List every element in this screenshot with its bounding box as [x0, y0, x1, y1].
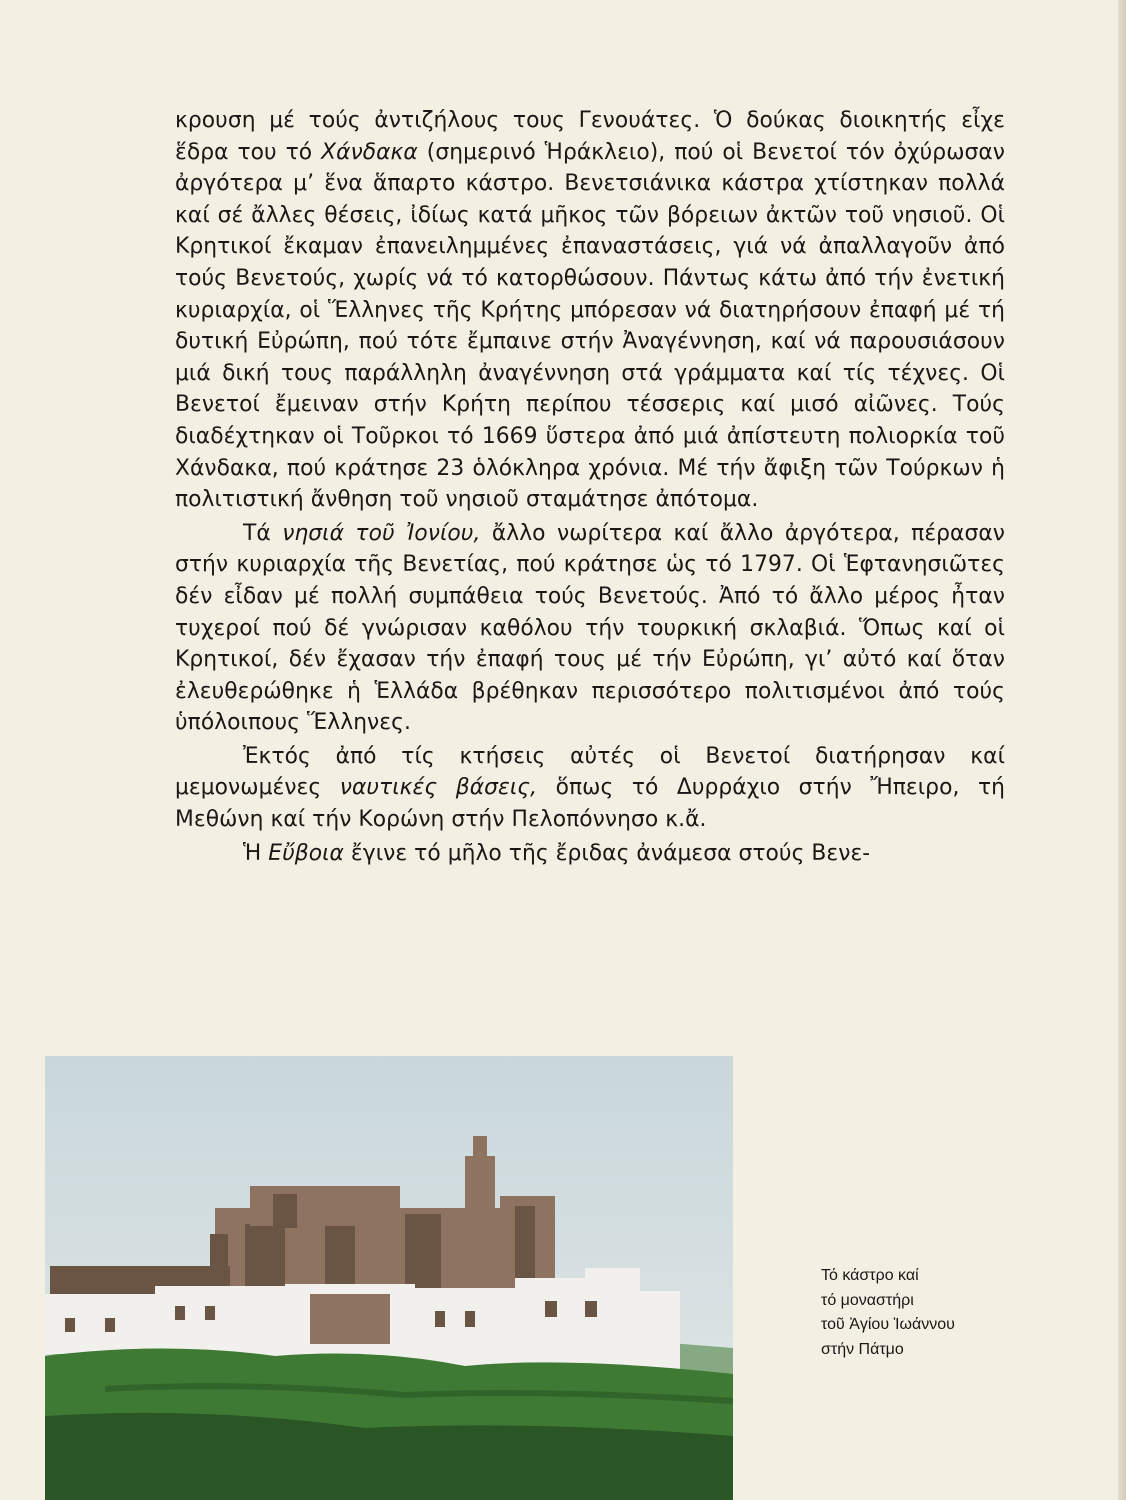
- italic-segment: ναυτικές βάσεις,: [339, 775, 538, 801]
- italic-segment: Χάνδακα: [321, 139, 418, 165]
- text-segment: Ἐκτός ἀπό τίς κτήσεις αὐτές οἱ Βενετοί διατήρησαν καί μεμονωμένες: [175, 743, 1005, 801]
- caption-line: στήν Πάτμο: [821, 1340, 904, 1358]
- photo-caption: [821, 1264, 1061, 1362]
- paragraph-euboea: [175, 838, 1005, 870]
- text-segment: ἄλλο νωρίτερα καί ἄλλο ἀργότερα, πέρασαν στήν κυριαρχία τῆς Βενετίας, πού κράτησε ὡς τό 1797. Οἱ Ἑφτανησιῶτες δέν εἶδαν μέ πολλή συμπάθεια τούς Βενετούς. Ἀπό τό ἄλλο μέρος ἦταν τυχεροί πού δέ γνώρισαν καθόλου τήν τουρκική σκλαβιά. Ὅπως καί οἱ Κρητικοί, δέν ἔχασαν τήν ἐπαφή τους μέ τήν Εὐρώπη, γι’ αὐτό καί ὅταν ἐλευθερώθηκε ἡ Ἑλλάδα βρέθηκαν περισσότερο πολιτισμένοι ἀπό τούς ὑπόλοιπους Ἕλληνες.: [175, 520, 1005, 736]
- italic-segment: Εὔβοια: [268, 840, 344, 866]
- text-segment: κρουση μέ τούς ἀντιζήλους τους Γενουάτες. Ὁ δούκας διοικητής εἶχε ἕδρα του τό: [175, 108, 1005, 165]
- text-segment: Ἡ: [243, 840, 269, 866]
- text-segment: Τά: [243, 520, 283, 546]
- text-segment: (σημερινό Ἡράκλειο), πού οἱ Βενετοί τόν ὀχύρωσαν ἀργότερα μ’ ἕνα ἅπαρτο κάστρο. Βενετσιάνικα κάστρα χτίστηκαν πολλά καί σέ ἄλλες θέσεις, ἰδίως κατά μῆκος τῶν βόρειων ἀκτῶν τοῦ νησιοῦ. Οἱ Κρητικοί ἔκαμαν ἐπανειλημμένες ἐπαναστάσεις, γιά νά ἀπαλλαγοῦν ἀπό τούς Βενετούς, χωρίς νά τό κατορθώσουν. Πάντως κάτω ἀπό τήν ἐνετική κυριαρχία, οἱ Ἕλληνες τῆς Κρήτης μπόρεσαν νά διατηρήσουν ἐπαφή μέ τή δυτική Εὐρώπη, πού τότε ἔμπαινε στήν Ἀναγέννηση, καί νά παρουσιάσουν μιά δική τους παράλληλη ἀναγέννηση στά γράμματα καί τίς τέχνες. Οἱ Βενετοί ἔμειναν στήν Κρήτη περίπου τέσσερις καί μισό αἰῶνες. Τούς διαδέχτηκαν οἱ Τοῦρκοι τό 1669 ὕστερα ἀπό μιά ἀπίστευτη πολιορκία τοῦ Χάνδακα, πού κράτησε 23 ὁλόκληρα χρόνια. Μέ τήν ἄφιξη τῶν Τούρκων ἡ πολιτιστική ἄνθηση τοῦ νησιοῦ σταμάτησε ἀπότομα.: [175, 139, 1005, 513]
- caption-line: τοῦ Ἁγίου Ἰωάννου: [821, 1316, 955, 1333]
- caption-line: Τό κάστρο καί: [821, 1267, 919, 1284]
- caption-line: τό μοναστήρι: [821, 1291, 914, 1309]
- paragraph-ionian: [175, 518, 1005, 739]
- paragraph-naval-bases: [175, 741, 1005, 836]
- text-segment: ἔγινε τό μῆλο τῆς ἔριδας ἀνάμεσα στούς Βενε-: [343, 840, 871, 866]
- page-edge: [1118, 0, 1126, 1500]
- italic-segment: νησιά τοῦ Ἰονίου,: [282, 520, 481, 546]
- text-segment: ὅπως τό Δυρράχιο στήν Ἤπειρο, τή Μεθώνη καί τήν Κορώνη στήν Πελοπόννησο κ.ἄ.: [175, 775, 1005, 833]
- patmos-monastery-photo: [45, 1056, 733, 1500]
- article-text: [175, 105, 1005, 869]
- paragraph-crete: [175, 105, 1005, 516]
